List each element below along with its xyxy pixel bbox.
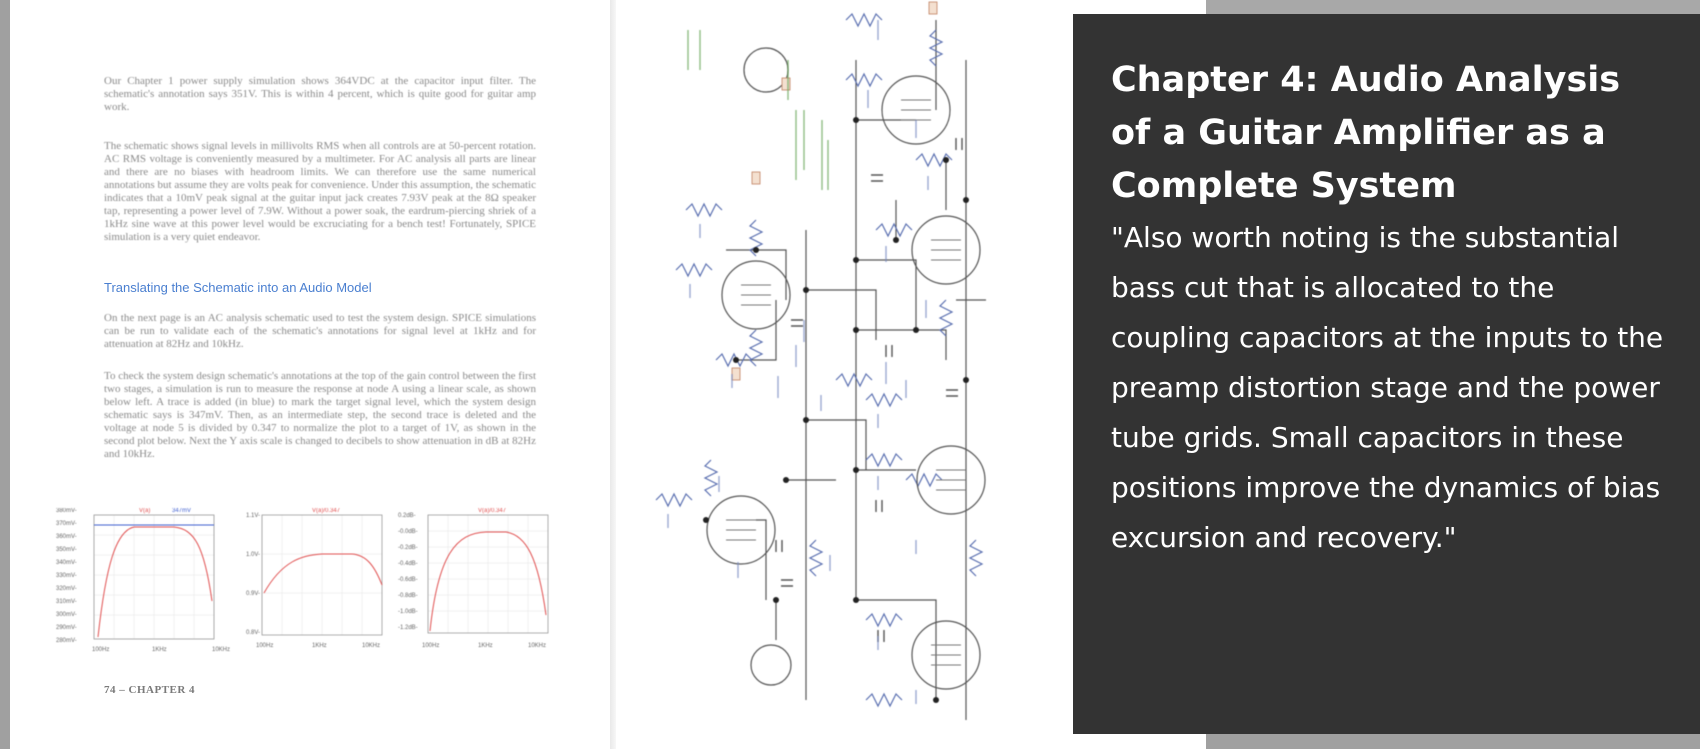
plot3-xtick: 10KHz <box>528 643 547 649</box>
plot-linear-va <box>54 505 234 655</box>
plot1-ytick: 320mV- <box>56 586 77 592</box>
plot2-ytick: 1.1V- <box>246 513 261 519</box>
plot1-ytick: 280mV- <box>56 638 77 644</box>
plot1-grid <box>94 515 214 639</box>
plot3-xtick: 100Hz <box>422 643 440 649</box>
plot1-ytick: 310mV- <box>56 599 77 605</box>
plot3-ytick: -1.0dB- <box>398 609 418 615</box>
plot-normalized-va <box>242 505 392 655</box>
plot1-ytick: 350mV- <box>56 547 77 553</box>
plot1-xtick: 10KHz <box>212 647 231 653</box>
paragraph-4: To check the system design schematic's annotations at the top of the gain control between the first two stages, a simulation is run to measure the response at node A using a linear scale, as shown below left. A trace is added (in blue) to mark the target signal level, which the system design schematic says is 347mV. Then, as an intermediate step, the second trace is deleted and the voltage at node 5 is divided by 0.347 to normalize the plot to a target of 1V, as shown in the second plot below. Next the Y axis scale is changed to decibels to show attenuation in dB at 82Hz and 10kHz. <box>104 370 536 460</box>
plot1-ytick: 330mV- <box>56 573 77 579</box>
plot2-xtick: 100Hz <box>256 643 274 649</box>
plot1-ytick: 340mV- <box>56 560 77 566</box>
plot3-grid <box>428 515 548 633</box>
plot1-ytick: 380mV- <box>56 508 77 514</box>
plot3-ytick: -0.4dB- <box>398 561 418 567</box>
plot1-xtick: 100Hz <box>92 647 110 653</box>
book-quote: "Also worth noting is the substantial bass cut that is allocated to the coupling capacitors at the inputs to the preamp distortion stage and the power tube grids. Small capacitors in these positions improve the dynamics of bias excursion and recovery." <box>1111 221 1664 554</box>
plot1-legend-target: 347mV <box>172 508 192 514</box>
plot3-ytick: -0.2dB- <box>398 545 418 551</box>
plot2-xtick: 10KHz <box>362 643 381 649</box>
plot3-xtick: 1KHz <box>478 643 493 649</box>
paragraph-1: Our Chapter 1 power supply simulation shows 364VDC at the capacitor input filter. The schematic's annotation says 351V. This is within 4 percent, which is quite good for guitar amp work. <box>104 75 536 113</box>
page-footer: 74 – CHAPTER 4 <box>104 684 196 696</box>
plot2-ytick: 0.9V- <box>246 591 261 597</box>
plot2-grid <box>262 515 382 635</box>
plot1-ytick: 370mV- <box>56 521 77 527</box>
plot3-ytick: -0.6dB- <box>398 577 418 583</box>
description-overlay <box>1073 14 1700 734</box>
plot1-ytick: 290mV- <box>56 625 77 631</box>
paragraph-2: The schematic shows signal levels in millivolts RMS when all controls are at 50-percent rotation. AC RMS voltage is conveniently measured by a multimeter. For AC analysis all parts are linear and there are no biases with headroom limits. We can therefore use the same numerical annotations but assume they are volts peak for convenience. Under this assumption, the schematic indicates that a 10mV peak signal at the guitar input jack creates 7.93V peak at the 8Ω speaker tap, representing a power level of 7.9W. Without a power soak, the eardrum-piercing shriek of a 1kHz sine wave at this power level would be excruciating for a bench test! Fortunately, SPICE simulation is a very quiet endeavor. <box>104 140 536 243</box>
plot3-legend: V(a)/0.347 <box>478 508 507 514</box>
plot3-ytick: 0.2dB- <box>398 513 416 519</box>
plot1-ytick: 300mV- <box>56 612 77 618</box>
plot1-va-trace <box>98 527 212 637</box>
plot3-ytick: -0.8dB- <box>398 593 418 599</box>
plot1-xtick: 1KHz <box>152 647 167 653</box>
window-edge <box>1206 0 1700 14</box>
plot2-ytick: 0.8V- <box>246 630 261 636</box>
book-title: Chapter 4: Audio Analysis of a Guitar Amplifier as a Complete System <box>1111 60 1621 206</box>
left-page <box>10 0 610 749</box>
plot2-trace <box>264 554 382 593</box>
plot3-ytick: -0.0dB- <box>398 529 418 535</box>
section-heading: Translating the Schematic into an Audio Model <box>104 280 372 295</box>
plot-db-va <box>396 505 556 655</box>
plot2-legend: V(a)/0.347 <box>312 508 341 514</box>
plot1-legend-va: V(a) <box>139 508 151 514</box>
plot2-ytick: 1.0V- <box>246 552 261 558</box>
paragraph-3: On the next page is an AC analysis schematic used to test the system design. SPICE simulations can be run to validate each of the schematic's annotations for signal level at 1kHz and for attenuation at 82Hz and 10kHz. <box>104 312 536 350</box>
plot3-ytick: -1.2dB- <box>398 625 418 631</box>
plot2-xtick: 1KHz <box>312 643 327 649</box>
plot1-ytick: 360mV- <box>56 534 77 540</box>
